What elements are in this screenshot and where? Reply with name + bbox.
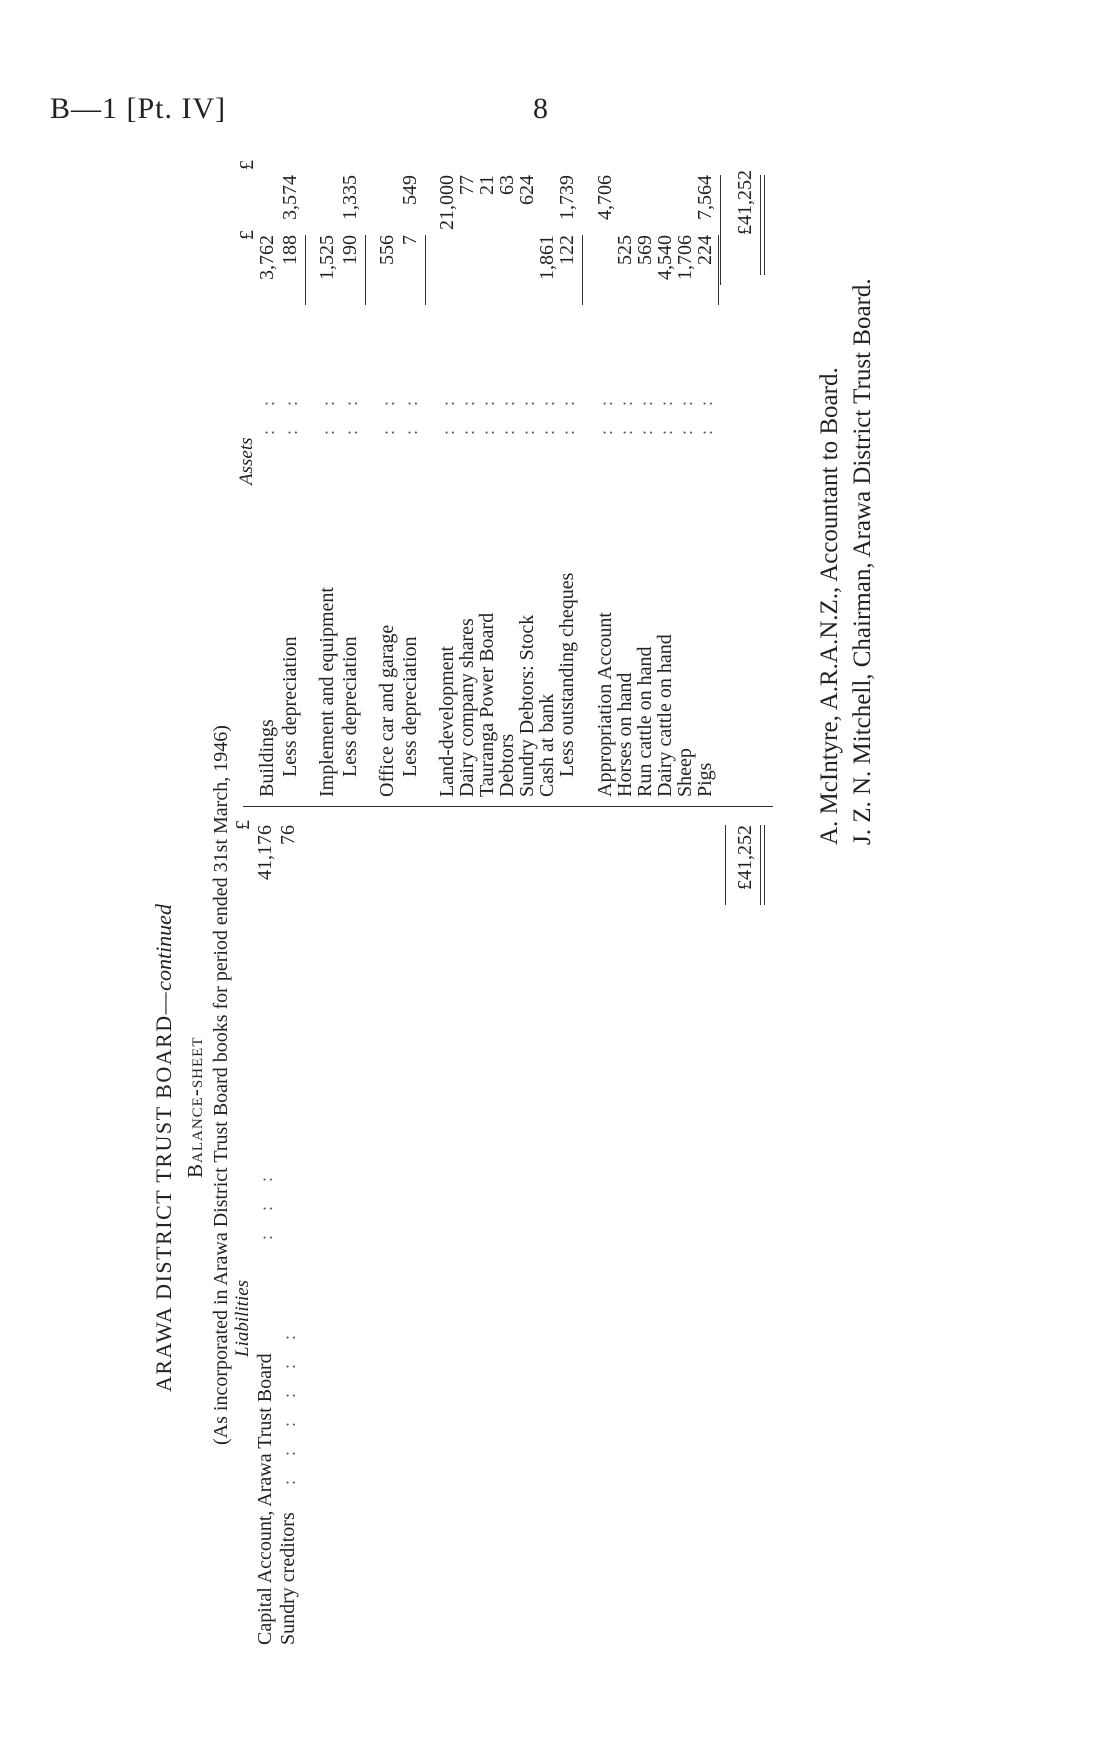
column-divider [243, 806, 773, 807]
asset-row-outer-amount: 1,335 [339, 175, 361, 220]
rule [305, 235, 306, 305]
leader-dots: :: [458, 376, 478, 435]
asset-row-inner-amount: 122 [556, 235, 578, 265]
asset-row-inner-amount: 1,706 [674, 235, 696, 280]
asset-row-outer-amount: 21,000 [436, 175, 458, 230]
asset-row-inner-amount: 4,540 [654, 235, 676, 280]
leader-dots: :: [558, 376, 578, 435]
asset-row-inner-amount: 7 [399, 235, 421, 245]
leader-dots: :::::: [279, 1310, 299, 1485]
rule [582, 235, 583, 305]
liability-row-label: Capital Account, Arawa Trust Board [254, 1353, 276, 1645]
asset-row-label: Land-development [436, 645, 458, 797]
asset-row-label: Buildings [256, 719, 278, 797]
rule [365, 235, 366, 305]
sheet-title-text: ARAWA DISTRICT TRUST BOARD— [151, 990, 176, 1392]
asset-row-label: Less outstanding cheques [556, 572, 578, 777]
asset-row-label: Implement and equipment [316, 587, 338, 797]
asset-row-outer-amount: 77 [456, 175, 478, 195]
asset-row-label: Less depreciation [399, 636, 421, 777]
asset-row-outer-amount: 549 [399, 175, 421, 205]
asset-row-outer-amount: 3,574 [279, 175, 301, 220]
leader-dots: :: [498, 376, 518, 435]
asset-row-label: Sundry Debtors: Stock [516, 614, 538, 797]
liability-row-amount: 41,176 [254, 825, 276, 880]
asset-row-label: Less depreciation [339, 636, 361, 777]
page-header-reference: B—1 [Pt. IV] [50, 92, 227, 125]
leader-dots: :: [258, 376, 278, 435]
leader-dots: :: [656, 376, 676, 435]
leader-dots: :: [478, 376, 498, 435]
asset-row-inner-amount: 188 [279, 235, 301, 265]
asset-row-outer-amount: 7,564 [694, 175, 716, 220]
leader-dots: :: [636, 376, 656, 435]
asset-row-label: Dairy company shares [456, 618, 478, 797]
leader-dots: :: [696, 376, 716, 435]
asset-row-label: Less depreciation [279, 636, 301, 777]
assets-currency-outer: £ [236, 160, 258, 170]
asset-row-label: Cash at bank [536, 693, 558, 797]
leader-dots: :: [401, 376, 421, 435]
asset-row-outer-amount: 1,739 [556, 175, 578, 220]
asset-row-label: Sheep [674, 748, 696, 797]
asset-row-inner-amount: 1,861 [536, 235, 558, 280]
leader-dots: :: [676, 376, 696, 435]
sheet-subtitle: Balance-sheet [183, 1036, 207, 1178]
sheet-note: (As incorporated in Arawa District Trust Board books for period ended 31st March, 1946) [210, 725, 232, 1445]
signature-accountant: A. McIntyre, A.R.A.N.Z., Accountant to Board. [816, 367, 843, 845]
balance-sheet [145, 160, 905, 1645]
rule [764, 175, 765, 275]
leader-dots: :: [438, 376, 458, 435]
asset-row-label: Appropriation Account [594, 612, 616, 797]
leader-dots: :: [318, 376, 338, 435]
asset-row-label: Dairy cattle on hand [654, 634, 676, 797]
leader-dots: ::: [256, 1152, 276, 1240]
liabilities-currency: £ [232, 820, 254, 830]
liabilities-total: £41,252 [734, 825, 756, 890]
liability-row-amount: 76 [277, 825, 299, 845]
rule [425, 235, 426, 305]
asset-row-label: Horses on hand [614, 672, 636, 797]
assets-currency-inner: £ [236, 230, 258, 240]
rule [725, 825, 726, 905]
assets-heading: Assets [236, 437, 257, 485]
leader-dots: :: [281, 376, 301, 435]
asset-row-inner-amount: 190 [339, 235, 361, 265]
leader-dots: :: [518, 376, 538, 435]
asset-row-inner-amount: 224 [694, 235, 716, 265]
asset-row-outer-amount: 63 [496, 175, 518, 195]
asset-row-label: Office car and garage [376, 624, 398, 797]
rule [760, 175, 761, 275]
asset-row-label: Debtors [496, 733, 518, 797]
asset-row-inner-amount: 569 [634, 235, 656, 265]
leader-dots: :: [341, 376, 361, 435]
signature-chairman: J. Z. N. Mitchell, Chairman, Arawa District Trust Board. [849, 278, 876, 845]
liabilities-heading: Liabilities [232, 1279, 253, 1357]
rule [718, 235, 719, 305]
rule [764, 825, 765, 905]
leader-dots: :: [538, 376, 558, 435]
rule [720, 175, 721, 285]
asset-row-inner-amount: 1,525 [316, 235, 338, 280]
sheet-title [153, 904, 175, 1392]
asset-row-outer-amount: 21 [476, 175, 498, 195]
leader-dots: :: [616, 376, 636, 435]
asset-row-label: Pigs [694, 762, 716, 797]
asset-row-outer-amount: 4,706 [594, 175, 616, 220]
page-number: 8 [533, 92, 548, 125]
liability-row-label: Sundry creditors [277, 1512, 299, 1645]
sheet-title-continued: continued [151, 904, 176, 991]
asset-row-inner-amount: 556 [376, 235, 398, 265]
asset-row-outer-amount: 624 [516, 175, 538, 205]
asset-row-label: Run cattle on hand [634, 646, 656, 797]
assets-total: £41,252 [734, 170, 756, 235]
asset-row-inner-amount: 3,762 [256, 235, 278, 280]
asset-row-inner-amount: 525 [614, 235, 636, 265]
asset-row-label: Tauranga Power Board [476, 612, 498, 797]
rule [760, 825, 761, 905]
leader-dots: :: [596, 376, 616, 435]
leader-dots: :: [378, 376, 398, 435]
